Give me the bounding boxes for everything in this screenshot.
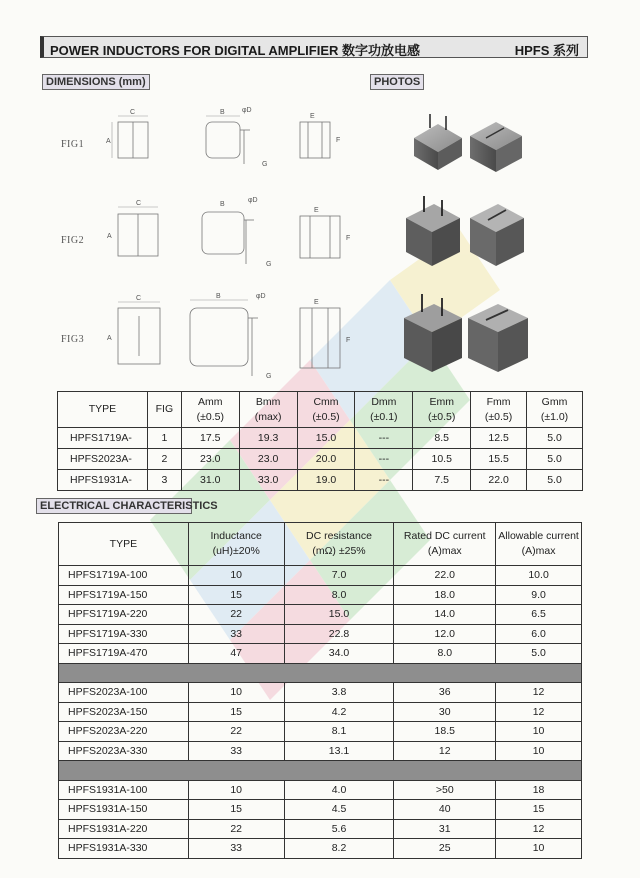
fig3-bottom-view bbox=[296, 296, 360, 376]
table-cell: 10.5 bbox=[413, 449, 471, 470]
table-row bbox=[59, 800, 582, 820]
table-cell: 15.0 bbox=[284, 605, 394, 625]
svg-text:E: E bbox=[314, 299, 319, 306]
table-cell: 4.2 bbox=[284, 702, 394, 722]
table-cell: HPFS1719A-470 bbox=[59, 644, 189, 664]
fig2-front-view bbox=[100, 198, 170, 268]
table-cell: 30 bbox=[394, 702, 496, 722]
table-row bbox=[59, 566, 582, 586]
table-cell: 31 bbox=[394, 819, 496, 839]
table-cell: 22.0 bbox=[394, 566, 496, 586]
svg-text:A: A bbox=[107, 233, 112, 240]
table-cell: 6.0 bbox=[496, 624, 582, 644]
table-cell: 19.3 bbox=[239, 428, 297, 449]
table-cell: 22 bbox=[188, 722, 284, 742]
photo-inductor-1931a bbox=[404, 294, 462, 372]
electrical-header-row bbox=[59, 523, 582, 566]
svg-text:G: G bbox=[266, 373, 272, 380]
table-cell: HPFS2023A-150 bbox=[59, 702, 189, 722]
dim-col-header: FIG bbox=[147, 392, 181, 428]
table-row bbox=[59, 605, 582, 625]
svg-text:E: E bbox=[314, 207, 319, 214]
table-row bbox=[59, 644, 582, 664]
table-cell: 12 bbox=[496, 819, 582, 839]
table-cell: 3.8 bbox=[284, 683, 394, 703]
table-cell: 22 bbox=[188, 605, 284, 625]
table-cell: 18 bbox=[496, 780, 582, 800]
table-cell: 15 bbox=[496, 800, 582, 820]
table-cell: 18.0 bbox=[394, 585, 496, 605]
page-header bbox=[40, 36, 588, 58]
elec-col-header: DC resistance (mΩ) ±25% bbox=[284, 523, 394, 566]
table-cell: 12.5 bbox=[471, 428, 527, 449]
table-cell: 10 bbox=[188, 780, 284, 800]
table-cell: --- bbox=[355, 428, 413, 449]
dim-col-header: Fmm (±0.5) bbox=[471, 392, 527, 428]
table-cell: 8.2 bbox=[284, 839, 394, 859]
table-cell: 17.5 bbox=[181, 428, 239, 449]
table-cell: 18.5 bbox=[394, 722, 496, 742]
table-cell: 5.0 bbox=[527, 470, 583, 491]
dim-letter-f: F bbox=[336, 137, 341, 144]
table-cell: 13.1 bbox=[284, 741, 394, 761]
dim-letter-e: E bbox=[310, 113, 315, 120]
table-cell: 3 bbox=[147, 470, 181, 491]
table-cell: 10.0 bbox=[496, 566, 582, 586]
table-cell: 4.0 bbox=[284, 780, 394, 800]
table-cell: HPFS2023A-330 bbox=[59, 741, 189, 761]
table-cell: 33 bbox=[188, 741, 284, 761]
table-row bbox=[58, 428, 583, 449]
table-cell: 5.6 bbox=[284, 819, 394, 839]
page-title: POWER INDUCTORS FOR DIGITAL AMPLIFIER 数字功放电感 bbox=[50, 43, 421, 58]
table-row bbox=[59, 702, 582, 722]
table-cell: 20.0 bbox=[297, 449, 355, 470]
table-cell: 9.0 bbox=[496, 585, 582, 605]
table-cell: 8.5 bbox=[413, 428, 471, 449]
photo-inductor-2023a bbox=[406, 196, 460, 266]
dimensions-header-row bbox=[58, 392, 583, 428]
table-row bbox=[59, 741, 582, 761]
table-cell: 8.0 bbox=[394, 644, 496, 664]
table-cell: 15.0 bbox=[297, 428, 355, 449]
dimensions-heading: DIMENSIONS (mm) bbox=[42, 74, 150, 90]
svg-text:F: F bbox=[346, 337, 351, 344]
fig1-label: FIG1 bbox=[61, 139, 85, 150]
table-cell: 22.0 bbox=[471, 470, 527, 491]
table-cell: 31.0 bbox=[181, 470, 239, 491]
table-cell: >50 bbox=[394, 780, 496, 800]
svg-text:G: G bbox=[266, 261, 272, 268]
dim-col-header: TYPE bbox=[58, 392, 148, 428]
dim-col-header: Emm (±0.5) bbox=[413, 392, 471, 428]
table-row bbox=[59, 683, 582, 703]
svg-text:A: A bbox=[107, 335, 112, 342]
electrical-heading: ELECTRICAL CHARACTERISTICS bbox=[36, 498, 192, 514]
dim-col-header: Gmm (±1.0) bbox=[527, 392, 583, 428]
table-cell: 6.5 bbox=[496, 605, 582, 625]
dimensions-table bbox=[57, 391, 583, 491]
elec-col-header: Rated DC current (A)max bbox=[394, 523, 496, 566]
table-cell: 40 bbox=[394, 800, 496, 820]
table-cell: 25 bbox=[394, 839, 496, 859]
table-cell: 5.0 bbox=[527, 449, 583, 470]
table-cell: 2 bbox=[147, 449, 181, 470]
table-row bbox=[59, 839, 582, 859]
table-cell: 36 bbox=[394, 683, 496, 703]
table-cell: 12 bbox=[496, 702, 582, 722]
dim-letter-b: B bbox=[220, 109, 225, 116]
elec-col-header: Allowable current (A)max bbox=[496, 523, 582, 566]
dim-letter-c: C bbox=[130, 109, 136, 116]
dim-letter-d: φD bbox=[242, 107, 252, 114]
svg-text:φD: φD bbox=[248, 197, 258, 204]
table-cell: 12.0 bbox=[394, 624, 496, 644]
fig3-front-view bbox=[100, 294, 170, 374]
table-cell: HPFS1931A-150 bbox=[59, 800, 189, 820]
table-cell: 8.0 bbox=[284, 585, 394, 605]
table-cell: 33 bbox=[188, 624, 284, 644]
elec-col-header: Inductance (uH)±20% bbox=[188, 523, 284, 566]
dim-col-header: Bmm (max) bbox=[239, 392, 297, 428]
table-cell: 1 bbox=[147, 428, 181, 449]
dim-col-header: Dmm (±0.1) bbox=[355, 392, 413, 428]
fig1-side-view bbox=[196, 100, 276, 172]
table-row bbox=[59, 819, 582, 839]
table-cell: HPFS1719A-330 bbox=[59, 624, 189, 644]
dim-col-header: Cmm (±0.5) bbox=[297, 392, 355, 428]
fig1-front-view bbox=[100, 108, 170, 168]
table-cell: HPFS2023A-100 bbox=[59, 683, 189, 703]
table-row bbox=[59, 624, 582, 644]
table-cell: 15 bbox=[188, 702, 284, 722]
photos-heading: PHOTOS bbox=[370, 74, 424, 90]
dim-col-header: Amm (±0.5) bbox=[181, 392, 239, 428]
svg-text:φD: φD bbox=[256, 293, 266, 300]
table-cell: 10 bbox=[496, 839, 582, 859]
table-cell: HPFS1719A-100 bbox=[59, 566, 189, 586]
table-row bbox=[59, 780, 582, 800]
table-cell: 15.5 bbox=[471, 449, 527, 470]
table-row bbox=[58, 470, 583, 491]
svg-text:C: C bbox=[136, 200, 142, 207]
table-cell: 22 bbox=[188, 819, 284, 839]
table-cell: 5.0 bbox=[496, 644, 582, 664]
photo-inductor-1719a bbox=[414, 114, 462, 170]
svg-text:F: F bbox=[346, 235, 351, 242]
table-cell: 19.0 bbox=[297, 470, 355, 491]
electrical-table bbox=[58, 522, 582, 859]
table-cell: 23.0 bbox=[181, 449, 239, 470]
table-cell: HPFS1719A- bbox=[58, 428, 148, 449]
table-cell: 5.0 bbox=[527, 428, 583, 449]
table-cell: 10 bbox=[188, 566, 284, 586]
table-cell: 14.0 bbox=[394, 605, 496, 625]
table-cell: 15 bbox=[188, 585, 284, 605]
table-cell: 8.1 bbox=[284, 722, 394, 742]
table-cell: HPFS1719A-220 bbox=[59, 605, 189, 625]
table-cell: 33.0 bbox=[239, 470, 297, 491]
table-row bbox=[58, 449, 583, 470]
table-cell: HPFS1719A-150 bbox=[59, 585, 189, 605]
elec-col-header: TYPE bbox=[59, 523, 189, 566]
table-row bbox=[59, 585, 582, 605]
table-cell: HPFS2023A- bbox=[58, 449, 148, 470]
table-cell: 33 bbox=[188, 839, 284, 859]
table-cell: 10 bbox=[496, 741, 582, 761]
table-cell: HPFS2023A-220 bbox=[59, 722, 189, 742]
fig2-side-view bbox=[196, 192, 280, 272]
fig3-side-view bbox=[186, 288, 280, 380]
svg-text:B: B bbox=[220, 201, 225, 208]
table-cell: 4.5 bbox=[284, 800, 394, 820]
svg-text:B: B bbox=[216, 293, 221, 300]
dim-letter-g: G bbox=[262, 161, 268, 168]
table-cell: 10 bbox=[496, 722, 582, 742]
group-separator bbox=[59, 761, 582, 781]
product-photos bbox=[400, 100, 540, 390]
table-cell: 12 bbox=[496, 683, 582, 703]
table-cell: 12 bbox=[394, 741, 496, 761]
table-cell: 10 bbox=[188, 683, 284, 703]
table-cell: 47 bbox=[188, 644, 284, 664]
series-label: HPFS 系列 bbox=[514, 43, 579, 58]
fig2-label: FIG2 bbox=[61, 235, 85, 246]
table-cell: 7.5 bbox=[413, 470, 471, 491]
table-cell: HPFS1931A- bbox=[58, 470, 148, 491]
fig2-bottom-view bbox=[296, 202, 360, 272]
table-cell: --- bbox=[355, 470, 413, 491]
table-cell: HPFS1931A-220 bbox=[59, 819, 189, 839]
table-row bbox=[59, 722, 582, 742]
table-cell: 22.8 bbox=[284, 624, 394, 644]
table-cell: HPFS1931A-100 bbox=[59, 780, 189, 800]
table-cell: 23.0 bbox=[239, 449, 297, 470]
fig3-label: FIG3 bbox=[61, 334, 85, 345]
svg-text:C: C bbox=[136, 295, 142, 302]
table-cell: 15 bbox=[188, 800, 284, 820]
table-cell: HPFS1931A-330 bbox=[59, 839, 189, 859]
table-cell: --- bbox=[355, 449, 413, 470]
dim-letter-a: A bbox=[106, 138, 111, 145]
table-cell: 34.0 bbox=[284, 644, 394, 664]
group-separator bbox=[59, 663, 582, 683]
table-cell: 7.0 bbox=[284, 566, 394, 586]
fig1-bottom-view bbox=[296, 110, 356, 170]
